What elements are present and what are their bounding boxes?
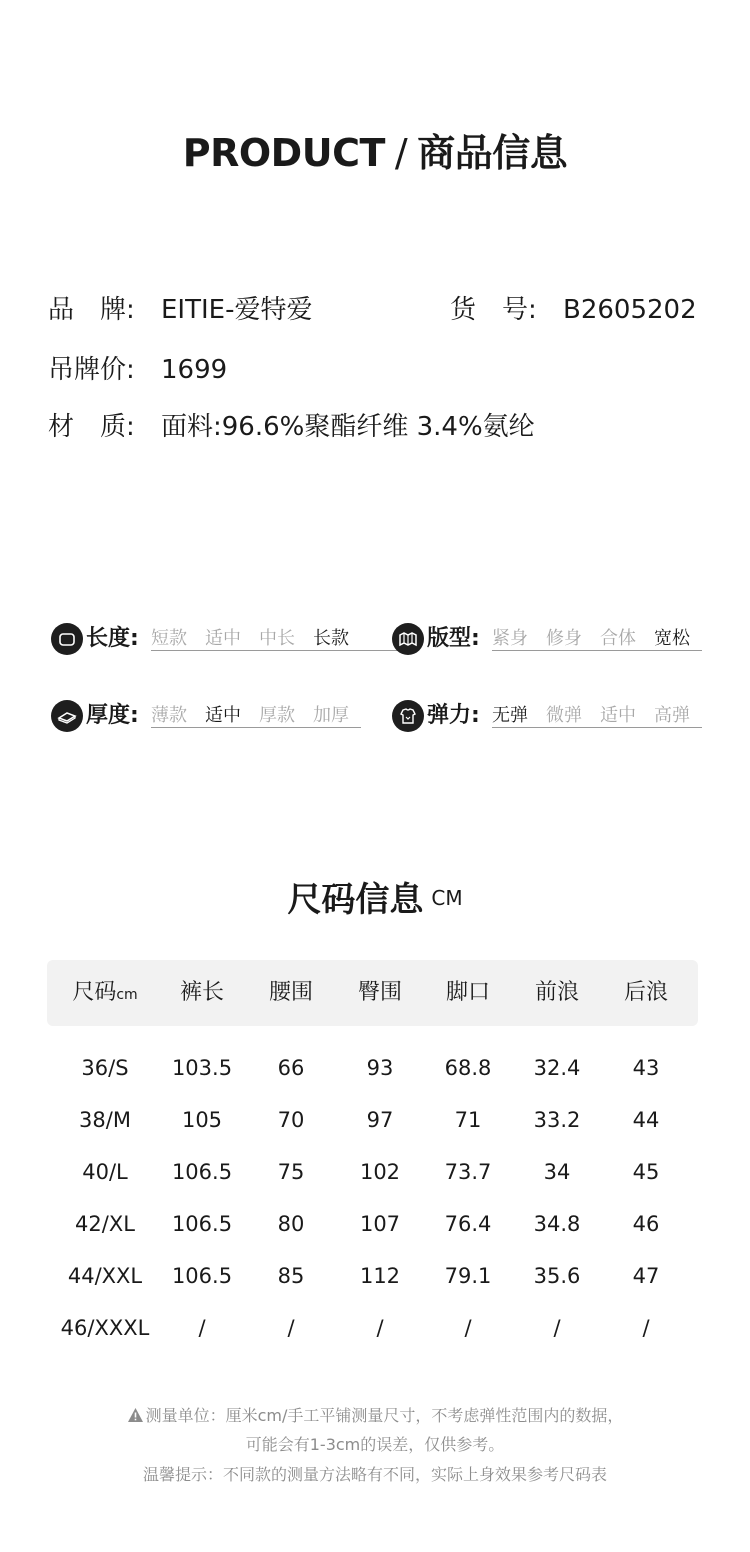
table-row xyxy=(0,1198,750,1250)
brand-label: 品 牌: xyxy=(48,295,135,325)
table-cell: / xyxy=(287,1316,295,1340)
sku-value: B2605202 xyxy=(563,295,697,325)
table-cell: 79.1 xyxy=(444,1264,492,1288)
table-cell: / xyxy=(376,1316,384,1340)
price-value: 1699 xyxy=(161,355,228,385)
table-cell: 105 xyxy=(181,1108,223,1132)
table-cell: 33.2 xyxy=(533,1108,581,1132)
attr-fit-option: 紧身 xyxy=(492,628,528,649)
attr-thickness-option: 厚款 xyxy=(259,705,295,726)
attr-thickness-option: 加厚 xyxy=(313,705,349,726)
table-cell: 107 xyxy=(359,1212,401,1236)
attr-length-label: 长度: xyxy=(86,626,139,651)
table-cell: / xyxy=(553,1316,561,1340)
header-unit: cm xyxy=(116,987,138,1003)
warning-icon xyxy=(127,1407,144,1427)
table-cell: 42/XL xyxy=(75,1212,135,1236)
table-cell: 71 xyxy=(454,1108,482,1132)
column-header-label: 裤长 xyxy=(179,980,224,1005)
material-label: 材 质: xyxy=(48,412,135,442)
table-cell: 106.5 xyxy=(171,1264,233,1288)
column-header-label: 臀围 xyxy=(357,980,402,1005)
table-cell: 80 xyxy=(277,1212,305,1236)
column-header xyxy=(152,960,252,1026)
size-title-text: 尺码信息 xyxy=(287,880,424,920)
table-cell: 68.8 xyxy=(444,1056,492,1080)
attr-thickness-label: 厚度: xyxy=(86,703,139,728)
table-cell: 38/M xyxy=(79,1108,131,1132)
length-icon xyxy=(51,623,83,655)
table-cell: / xyxy=(642,1316,650,1340)
table-cell: 75 xyxy=(277,1160,305,1184)
note-text-1: 测量单位：厘米cm/手工平铺测量尺寸，不考虑弹性范围内的数据， xyxy=(145,1406,624,1425)
table-cell: 93 xyxy=(366,1056,394,1080)
table-cell: 44 xyxy=(632,1108,660,1132)
material-row xyxy=(48,409,535,445)
table-cell: 47 xyxy=(632,1264,660,1288)
column-header xyxy=(55,960,155,1026)
attr-thickness-option: 薄款 xyxy=(151,705,187,726)
table-cell: 36/S xyxy=(81,1056,129,1080)
size-title xyxy=(0,872,750,921)
brand-row xyxy=(48,292,312,328)
table-cell: 32.4 xyxy=(533,1056,581,1080)
table-cell: / xyxy=(198,1316,206,1340)
table-cell: 44/XXL xyxy=(67,1264,143,1288)
column-header-label: 腰围 xyxy=(268,980,313,1005)
table-cell: 102 xyxy=(359,1160,401,1184)
attr-length-option: 适中 xyxy=(205,628,241,649)
price-label: 吊牌价: xyxy=(48,355,135,385)
table-cell: 76.4 xyxy=(444,1212,492,1236)
note-line-3: 温馨提示：不同款的测量方法略有不同，实际上身效果参考尺码表 xyxy=(142,1465,607,1484)
table-cell: 103.5 xyxy=(171,1056,233,1080)
attr-fit-label: 版型: xyxy=(427,626,480,651)
table-cell: 106.5 xyxy=(171,1212,233,1236)
fit-icon xyxy=(392,623,424,655)
attr-length-option: 长款 xyxy=(313,628,349,649)
attr-thickness-option: 适中 xyxy=(205,705,241,726)
attr-elasticity-option: 高弹 xyxy=(654,705,690,726)
brand-value: EITIE-爱特爱 xyxy=(161,295,313,325)
table-row xyxy=(0,1146,750,1198)
table-cell: 43 xyxy=(632,1056,660,1080)
table-cell: 85 xyxy=(277,1264,305,1288)
table-cell: 112 xyxy=(359,1264,401,1288)
table-cell: 40/L xyxy=(82,1160,128,1184)
size-table-header xyxy=(47,960,698,1026)
material-value: 面料:96.6%聚酯纤维 3.4%氨纶 xyxy=(161,412,535,442)
column-header xyxy=(241,960,341,1026)
attr-length-option: 中长 xyxy=(259,628,295,649)
note-line-1 xyxy=(0,1403,750,1427)
note-line-2: 可能会有1-3cm的误差，仅供参考。 xyxy=(245,1435,505,1454)
attr-elasticity-option: 适中 xyxy=(600,705,636,726)
title-en: PRODUCT xyxy=(182,131,385,175)
attr-fit-option: 合体 xyxy=(600,628,636,649)
elasticity-icon xyxy=(392,700,424,732)
table-cell: 97 xyxy=(366,1108,394,1132)
product-title xyxy=(0,122,750,177)
table-cell: 34.8 xyxy=(533,1212,581,1236)
table-row xyxy=(0,1094,750,1146)
table-cell: / xyxy=(464,1316,472,1340)
column-header-label: 尺码 xyxy=(72,980,117,1005)
attr-length-option: 短款 xyxy=(151,628,187,649)
table-row xyxy=(0,1302,750,1354)
table-cell: 46/XXXL xyxy=(60,1316,150,1340)
sku-label: 货 号: xyxy=(450,295,537,325)
thickness-icon xyxy=(51,700,83,732)
table-row xyxy=(0,1250,750,1302)
table-cell: 34 xyxy=(543,1160,571,1184)
table-cell: 73.7 xyxy=(444,1160,492,1184)
table-cell: 46 xyxy=(632,1212,660,1236)
attr-elasticity-option: 微弹 xyxy=(546,705,582,726)
column-header xyxy=(330,960,430,1026)
column-header-label: 后浪 xyxy=(623,980,668,1005)
table-cell: 35.6 xyxy=(533,1264,581,1288)
attr-elasticity-option: 无弹 xyxy=(492,705,528,726)
size-unit: CM xyxy=(431,886,463,910)
sku-row xyxy=(450,292,697,328)
price-row xyxy=(48,352,227,388)
title-slash: / xyxy=(394,131,408,175)
table-cell: 70 xyxy=(277,1108,305,1132)
column-header xyxy=(507,960,607,1026)
title-cn: 商品信息 xyxy=(417,131,568,175)
column-header xyxy=(596,960,696,1026)
attr-elasticity-label: 弹力: xyxy=(427,703,480,728)
table-cell: 106.5 xyxy=(171,1160,233,1184)
table-row xyxy=(0,1042,750,1094)
column-header-label: 脚口 xyxy=(445,980,490,1005)
attr-fit-option: 宽松 xyxy=(654,628,690,649)
table-cell: 66 xyxy=(277,1056,305,1080)
column-header xyxy=(418,960,518,1026)
table-cell: 45 xyxy=(632,1160,660,1184)
attr-fit-option: 修身 xyxy=(546,628,582,649)
column-header-label: 前浪 xyxy=(534,980,579,1005)
